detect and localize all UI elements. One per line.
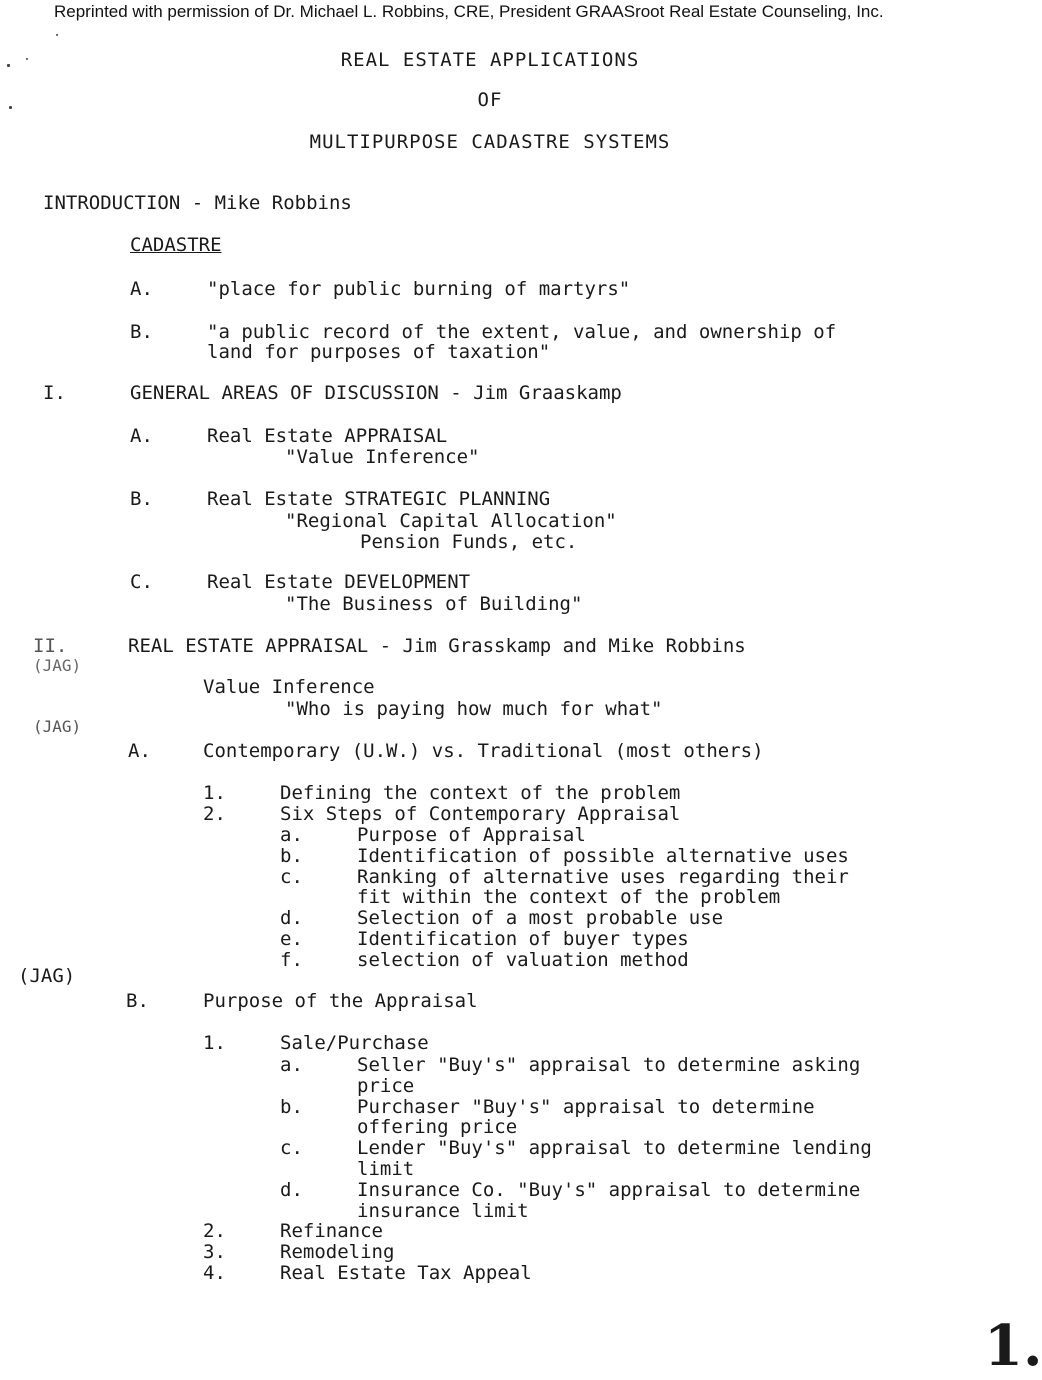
scan-speck <box>56 34 58 36</box>
purpose-item-marker: 3. <box>203 1240 226 1263</box>
sale-item-marker: c. <box>280 1137 303 1160</box>
intro-b-text-1: "a public record of the extent, value, and ownership of <box>207 321 837 343</box>
appraisal-step-text: selection of valuation method <box>357 948 689 971</box>
sale-item-marker: d. <box>280 1178 303 1201</box>
section-1-numeral: I. <box>43 382 66 404</box>
sale-item-text: limit <box>357 1158 415 1180</box>
s2-a-text: Contemporary (U.W.) vs. Traditional (most others) <box>203 740 764 762</box>
s1-c-marker: C. <box>130 571 153 593</box>
sale-item-text: offering price <box>357 1116 518 1139</box>
sale-item-text: Insurance Co. "Buy's" appraisal to determine <box>357 1178 861 1201</box>
appraisal-step-text: Purpose of Appraisal <box>357 824 586 846</box>
intro-a-marker: A. <box>130 278 153 300</box>
s2-a1-marker: 1. <box>203 782 226 804</box>
scan-speck <box>26 58 28 60</box>
title-line-2: OF <box>477 89 503 111</box>
value-inference: Value Inference <box>203 676 375 698</box>
intro-b-text-2: land for purposes of taxation" <box>207 341 551 363</box>
appraisal-step-marker: a. <box>280 824 303 846</box>
appraisal-step-marker: c. <box>280 865 303 888</box>
appraisal-step-marker: b. <box>280 844 303 867</box>
sale-item-text: Lender "Buy's" appraisal to determine lending <box>357 1137 872 1160</box>
page-number: 1. <box>984 1313 1042 1379</box>
title-line-3: MULTIPURPOSE CADASTRE SYSTEMS <box>309 131 671 153</box>
intro-b-marker: B. <box>130 321 153 343</box>
section-2-heading: REAL ESTATE APPRAISAL - Jim Grasskamp and Mike Robbins <box>128 635 746 657</box>
s1-b-sub-1: "Regional Capital Allocation" <box>285 510 617 532</box>
appraisal-step-marker: f. <box>280 948 303 971</box>
appraisal-step-text: Ranking of alternative uses regarding their <box>357 865 849 888</box>
reprint-credit: Reprinted with permission of Dr. Michael L. Robbins, CRE, President GRAASroot Real Estate Counseling, Inc. <box>54 2 884 21</box>
cadastre-subheading: CADASTRE <box>130 234 222 256</box>
s1-b-marker: B. <box>130 488 153 510</box>
jag-note-2: (JAG) <box>33 717 82 736</box>
sale-item-text: Purchaser "Buy's" appraisal to determine <box>357 1095 815 1118</box>
s1-c-text: Real Estate DEVELOPMENT <box>207 571 471 593</box>
scan-speck <box>9 106 12 109</box>
scan-speck <box>7 64 10 67</box>
intro-a-text: "place for public burning of martyrs" <box>207 278 631 300</box>
appraisal-step-marker: e. <box>280 928 303 950</box>
appraisal-step-text: Identification of possible alternative uses <box>357 844 849 867</box>
intro-heading: INTRODUCTION - Mike Robbins <box>43 192 352 214</box>
s2-b1-marker: 1. <box>203 1032 226 1054</box>
purpose-item-marker: 4. <box>203 1261 226 1284</box>
appraisal-step-text: Selection of a most probable use <box>357 907 724 930</box>
s2-b1-text: Sale/Purchase <box>280 1032 429 1054</box>
sale-item-marker: b. <box>280 1095 303 1118</box>
s2-b-text: Purpose of the Appraisal <box>203 990 478 1012</box>
s1-a-text: Real Estate APPRAISAL <box>207 425 448 447</box>
s2-a2-marker: 2. <box>203 803 226 825</box>
section-1-heading: GENERAL AREAS OF DISCUSSION - Jim Graaskamp <box>130 382 622 404</box>
s1-a-sub: "Value Inference" <box>285 446 480 468</box>
s2-a-marker: A. <box>128 740 151 762</box>
sale-item-text: Seller "Buy's" appraisal to determine asking <box>357 1054 861 1076</box>
s1-c-sub: "The Business of Building" <box>285 593 583 615</box>
section-2-numeral: II. <box>33 635 68 657</box>
appraisal-step-text: fit within the context of the problem <box>357 886 781 909</box>
sale-item-text: insurance limit <box>357 1199 529 1222</box>
jag-note-3: (JAG) <box>18 965 76 987</box>
sale-item-text: price <box>357 1074 415 1097</box>
sale-item-marker: a. <box>280 1054 303 1076</box>
s2-a2-text: Six Steps of Contemporary Appraisal <box>280 803 681 825</box>
title-line-1: REAL ESTATE APPLICATIONS <box>340 49 640 71</box>
s1-b-sub-2: Pension Funds, etc. <box>360 531 578 553</box>
purpose-item-text: Real Estate Tax Appeal <box>280 1261 532 1284</box>
s2-a1-text: Defining the context of the problem <box>280 782 681 804</box>
value-inference-sub: "Who is paying how much for what" <box>285 698 663 720</box>
purpose-item-text: Remodeling <box>280 1240 395 1263</box>
s1-b-text: Real Estate STRATEGIC PLANNING <box>207 488 551 510</box>
appraisal-step-marker: d. <box>280 907 303 930</box>
appraisal-step-text: Identification of buyer types <box>357 928 689 950</box>
jag-note-1: (JAG) <box>33 656 82 675</box>
s1-a-marker: A. <box>130 425 153 447</box>
purpose-item-text: Refinance <box>280 1220 383 1242</box>
s2-b-marker: B. <box>126 990 149 1012</box>
purpose-item-marker: 2. <box>203 1220 226 1242</box>
